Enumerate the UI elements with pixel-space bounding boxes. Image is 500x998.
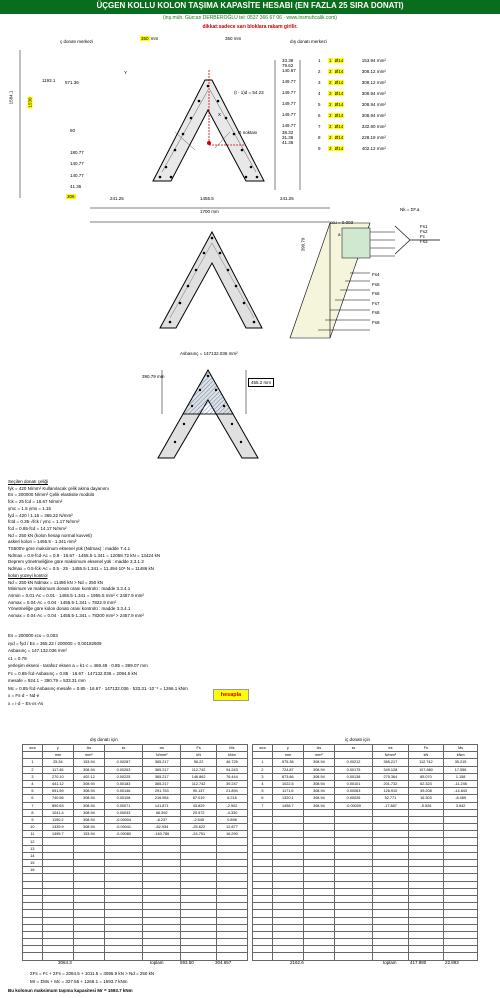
rebar-row: 4 2 Ø14 308.94 mm² bbox=[318, 91, 386, 96]
dim-top-left[interactable]: 350 bbox=[141, 36, 149, 41]
inner-dim-3: 180.77 bbox=[70, 150, 84, 155]
table-row: 6 740.56 308.94 0.00108 216.954 67.019 6.218 bbox=[23, 795, 248, 802]
calc-block bbox=[8, 479, 308, 620]
summary-line: x = Fs·d − Nd·e bbox=[8, 693, 40, 698]
right-total-label: toplam bbox=[383, 960, 397, 965]
outer-rebar-table bbox=[22, 744, 248, 961]
x-axis-label: X bbox=[218, 112, 222, 117]
calc-line: fctd = 0.35·√fck / γmc = 1.17 N/mm² bbox=[8, 519, 80, 525]
calc-line: fyd = 420 / 1.15 = 365.22 N/mm² bbox=[8, 512, 73, 518]
inner-dim-4: 140.77 bbox=[70, 161, 84, 166]
summary-block bbox=[8, 632, 308, 707]
table-row: 16 bbox=[23, 867, 248, 874]
table-row bbox=[253, 845, 478, 852]
summary-line: c1 = 0.79 bbox=[8, 655, 27, 661]
table-row bbox=[23, 895, 248, 902]
rebar-diameter-input[interactable]: Ø14 bbox=[334, 124, 344, 129]
table-header-row: sıra y As εs σs Fs Ms bbox=[23, 745, 248, 752]
calc-line: askeri kolon = 1455.5 · 1.341 mm² bbox=[8, 539, 77, 545]
rebar-diameter-input[interactable]: Ø14 bbox=[334, 91, 344, 96]
summary-line: mesafe = 924.1 − 390.79 = 533.31 mm bbox=[8, 678, 86, 683]
neutral-axis-depth: 390.79 bbox=[300, 237, 306, 252]
calc-line: γmc = 1.5 γms = 1.15 bbox=[8, 505, 52, 511]
rebar-count-input[interactable]: 1 bbox=[329, 58, 332, 63]
rebar-count-input[interactable]: 2 bbox=[329, 146, 332, 151]
outer-rebar-center-label: dış donatı merkezi bbox=[290, 39, 327, 44]
rebar-area: 308.12 bbox=[361, 69, 376, 74]
table-row: 4 441.12 308.94 0.00183 365.217 112.742 39.247 bbox=[23, 780, 248, 787]
calc-line: Asmax = 0.04·Ac = 0.04 · 1455.5·1.341 = 7822.9 mm² bbox=[8, 599, 116, 605]
table-row: 13 bbox=[23, 845, 248, 852]
calc-line: fck = 25 fcd = 16.67 N/mm² bbox=[8, 499, 63, 505]
table-row bbox=[253, 824, 478, 831]
rebar-count-input[interactable]: 2 bbox=[329, 69, 332, 74]
table-header-row: sıra y As εs σs Fs Ms bbox=[253, 745, 478, 752]
rebar-row: 9 2 Ø14 402.12 mm² bbox=[318, 146, 386, 151]
summary-line: εyd = fyd / Es = 365.22 / 200000 = 0.00182609 bbox=[8, 640, 102, 646]
table-row: 3 873.86 308.94 0.00138 275.364 85.070 1.158 bbox=[253, 773, 478, 780]
rebar-area: 332.80 bbox=[361, 124, 376, 129]
table-row bbox=[253, 931, 478, 938]
table-row bbox=[253, 939, 478, 946]
rebar-diameter-input[interactable]: Ø14 bbox=[334, 102, 344, 107]
table-row bbox=[23, 917, 248, 924]
calc-line: Nd = 250 kN Ndmax = 11486 kN > Nd = 250 kN bbox=[8, 579, 103, 585]
table-units-row: mm mm² N/mm² kN kNm bbox=[23, 752, 248, 759]
rebar-row: 5 2 Ø14 308.94 mm² bbox=[318, 102, 386, 107]
force-labels-lower: Fs4 Fs5 Fs6 Fs7 Fs8 Fs9 bbox=[372, 272, 380, 325]
dim-top-right: 350 bbox=[225, 36, 233, 41]
table-units-row: mm mm² N/mm² kN kNm bbox=[253, 752, 478, 759]
table-row: 14 bbox=[23, 852, 248, 859]
calc-line: Yönetmeliğe göre kolon donatı oranı kontrolü : madde 3.3.4.1 bbox=[8, 606, 131, 612]
table-row: 12 bbox=[23, 838, 248, 845]
table-row bbox=[253, 917, 478, 924]
center-point-label: G noktası bbox=[238, 130, 258, 135]
table-row: 7 1458.7 308.94 -0.00009 -17.887 -5.526 3.542 bbox=[253, 802, 478, 809]
right-total-area: 2162.6 bbox=[290, 960, 304, 965]
result-force: ΣFs = Fc + ΣFs = 2084.5 + 1011.5 = 3095.9 kN > Nd = 250 kN bbox=[30, 971, 155, 976]
rebar-list bbox=[318, 58, 496, 157]
calc-line: Ndmax = 0.9·fcd·Ac = 0.9 · 16.67 · 1455.5·1.341 = 12058.72 kN = 13424 kN bbox=[8, 552, 161, 558]
table-row bbox=[253, 838, 478, 845]
force-labels: Fs1 Fs2 Fc Fs3 bbox=[420, 224, 428, 244]
table-row: 11 1495.7 153.94 -0.00080 -160.786 -24.751 16.290 bbox=[23, 831, 248, 838]
calc-line: fyk = 420 N/mm² Kullanılacak çelik akma dayanımı bbox=[8, 485, 109, 491]
rebar-count-input[interactable]: 2 bbox=[329, 80, 332, 85]
table-row: 8 1041.4 308.94 0.00033 66.592 20.572 -4.330 bbox=[23, 809, 248, 816]
a-label: a bbox=[338, 232, 341, 237]
calc-line: Minimum ve maksimum donatı oranı kontrolü : madde 3.3.4.1 bbox=[8, 586, 131, 592]
warning-note: dikkat:sadece sarı bloklara rakam girilir. bbox=[202, 24, 298, 30]
table-row bbox=[23, 931, 248, 938]
calc-line: Es = 200000 N/mm² Çelik elastisite modülü bbox=[8, 492, 95, 498]
table-row bbox=[23, 939, 248, 946]
rebar-diameter-input[interactable]: Ø14 bbox=[334, 113, 344, 118]
inner-dim-1: 571.36 bbox=[65, 80, 79, 85]
rebar-count-input[interactable]: 2 bbox=[329, 91, 332, 96]
table-row: 5 1171.6 308.94 0.00063 126.910 39.208 -14.843 bbox=[253, 788, 478, 795]
rebar-area: 308.94 bbox=[361, 102, 376, 107]
rebar-area: 153.94 bbox=[361, 58, 376, 63]
summary-line: Es = 200000 εcu = 0.003 bbox=[8, 633, 58, 638]
table-row: 6 1320.1 308.94 0.00026 52.771 16.303 -8.489 bbox=[253, 795, 478, 802]
table-row bbox=[253, 852, 478, 859]
summary-line: Mc = 0.85·fcd·Asbasınç·mesafe = 0.85 · 16.67 · 147132.036 · 533.31 ·10⁻⁶ = 1266.1 kNm bbox=[8, 685, 188, 691]
summary-line: yerleşim ekseni - tarafsız eksen a = k1·c = 469.49 · 0.85 = 399.07 mm bbox=[8, 663, 148, 668]
summary-line: Fc = 0.85·fcd·Asbasınç = 0.85 · 16.67 · 147132.036 = 2084.5 kN bbox=[8, 670, 137, 676]
left-total-area: 3064.3 bbox=[58, 960, 72, 965]
rebar-count-input[interactable]: 2 bbox=[329, 102, 332, 107]
centroid-marker bbox=[207, 141, 211, 145]
table-row bbox=[253, 860, 478, 867]
calc-line: Seçilen donatı çeliği bbox=[8, 479, 49, 484]
calc-line: Asmax = 0.04·Ac = 0.04 · 1455.5·1.341 = 78200 mm² > 2457.9 mm² bbox=[8, 613, 144, 619]
inner-dim-5: 140.77 bbox=[70, 173, 84, 178]
table-row bbox=[253, 809, 478, 816]
rebar-area: 308.94 bbox=[361, 113, 376, 118]
table-row bbox=[253, 924, 478, 931]
rebar-diameter-input[interactable]: Ø14 bbox=[334, 58, 344, 63]
table-row: 7 890.63 308.94 0.00071 141.871 43.829 -2.502 bbox=[23, 802, 248, 809]
nk-label: Nk = ΣF.a bbox=[400, 207, 420, 212]
table-row: 3 270.10 402.12 0.00225 365.217 146.862 76.444 bbox=[23, 773, 248, 780]
table-row: 2 117.46 308.94 0.00263 365.217 112.742 94.243 bbox=[23, 766, 248, 773]
rebar-row: 1 1 Ø14 153.94 mm² bbox=[318, 58, 386, 63]
calc-line: Deprem yönetmeliğine göre maksimum eksenel yük : madde 3.3.1.2 bbox=[8, 559, 144, 565]
rebar-count-input[interactable]: 2 bbox=[329, 113, 332, 118]
right-total-ms: 22.893 bbox=[445, 960, 459, 965]
left-total-label: toplam bbox=[150, 960, 164, 965]
table-row bbox=[253, 874, 478, 881]
inner-dim-input[interactable]: 306 bbox=[67, 194, 75, 199]
table-row bbox=[253, 867, 478, 874]
table-row bbox=[23, 953, 248, 960]
table-row bbox=[23, 903, 248, 910]
table-row: 15 bbox=[23, 860, 248, 867]
author-line: (inş.müh. Gürcan DERBEROĞLU tel: 0537 366 67 06 · www.insmuhcalik.com) bbox=[163, 15, 337, 21]
table-row bbox=[23, 924, 248, 931]
left-table-title: dış donatı için bbox=[90, 737, 118, 742]
rebar-area: 228.19 bbox=[361, 135, 376, 140]
table-row: 9 1190.2 308.94 -0.00004 -8.237 -2.545 0.898 bbox=[23, 816, 248, 823]
table-row bbox=[253, 910, 478, 917]
calculate-button[interactable]: hesapla bbox=[213, 689, 249, 701]
y-axis-label: Y bbox=[124, 70, 128, 75]
right-total-fs: 417.980 bbox=[410, 960, 427, 965]
calc-line: kolon yüzeyi kontrol bbox=[8, 572, 48, 578]
page-title: ÜÇGEN KOLLU KOLON TAŞIMA KAPASİTE HESABI (EN FAZLA 25 SIRA DONATI) bbox=[96, 1, 404, 10]
table-row: 10 1339.9 308.94 -0.00041 -82.934 -25.622 12.877 bbox=[23, 824, 248, 831]
rebar-area: 308.94 bbox=[361, 91, 376, 96]
table-row bbox=[23, 888, 248, 895]
table-row bbox=[253, 895, 478, 902]
inner-offset-label: (t - 1)d = 54.23 bbox=[234, 90, 264, 95]
left-dim-input[interactable]: 1530 bbox=[27, 97, 33, 108]
table-row: 2 724.87 308.94 0.00175 349.128 107.860 17.556 bbox=[253, 766, 478, 773]
left-total-dim: 1584.1 bbox=[8, 90, 14, 105]
rebar-area: 402.12 bbox=[361, 146, 376, 151]
rebar-diameter-input[interactable]: Ø14 bbox=[334, 69, 344, 74]
table-row bbox=[253, 953, 478, 960]
table-row bbox=[23, 946, 248, 953]
rebar-count-input[interactable]: 2 bbox=[329, 135, 332, 140]
inner-rebar-table bbox=[252, 744, 478, 961]
table-row bbox=[253, 903, 478, 910]
rebar-row: 2 2 Ø14 308.12 mm² bbox=[318, 69, 386, 74]
summary-line: x = i·d − Es·εs·As bbox=[8, 700, 44, 706]
rebar-row: 7 2 Ø14 332.80 mm² bbox=[318, 124, 386, 129]
table-row bbox=[23, 910, 248, 917]
left-total-fs: 593.50 bbox=[180, 960, 194, 965]
rebar-diameter-input[interactable]: Ø14 bbox=[334, 146, 344, 151]
ecu-label: εcu = 0.003 bbox=[330, 220, 354, 225]
table-row bbox=[253, 831, 478, 838]
left-dim-3: 1193.1 bbox=[42, 78, 56, 83]
table-row bbox=[253, 881, 478, 888]
compression-dim-left: 390.79 bbox=[142, 374, 156, 379]
table-row: 5 591.59 308.94 0.00146 291.753 90.137 21.894 bbox=[23, 788, 248, 795]
right-table-title: iç donatı için bbox=[345, 737, 371, 742]
right-dims-column: 33.39 79.62 140.67 149.77 149.77 149.77 149.77 149.77 38.32 31.36 41.36 bbox=[282, 58, 296, 145]
table-row bbox=[23, 874, 248, 881]
rebar-row: 6 2 Ø14 308.94 mm² bbox=[318, 113, 386, 118]
calc-line: Ndmax = 0.5·fck·Ac = 0.5 · 25 · 1455.5·1.341 = 11.494·10⁶ N = 11486 kN bbox=[8, 566, 155, 572]
calc-line: TS500'e göre maksimum eksenel yük (Ndmax) : madde 7.4.1 bbox=[8, 546, 131, 552]
table-row bbox=[253, 946, 478, 953]
rebar-area: 308.12 bbox=[361, 80, 376, 85]
bottom-dim-left: 241.25 bbox=[110, 196, 124, 201]
result-moment: Mr = ΣMs + Mc = 327.55 + 1266.1 = 1593.7 kNm bbox=[30, 979, 128, 984]
left-total-ms: 304.657 bbox=[215, 960, 232, 965]
bottom-dim-mid: 1455.5 bbox=[200, 196, 214, 201]
rebar-row: 3 2 Ø14 308.12 mm² bbox=[318, 80, 386, 85]
table-row: 4 1022.5 308.94 0.00101 201.732 62.323 -11.246 bbox=[253, 780, 478, 787]
table-row bbox=[253, 888, 478, 895]
table-row: 1 25.34 153.94 0.00287 365.217 56.22 46.725 bbox=[23, 759, 248, 766]
table-row bbox=[253, 816, 478, 823]
table-row bbox=[23, 881, 248, 888]
rebar-row: 8 2 Ø14 228.19 mm² bbox=[318, 135, 386, 140]
total-width: 1700 bbox=[200, 209, 211, 214]
compression-area-label: Asbasınç = 147132.036 mm² bbox=[180, 351, 238, 356]
calc-line: Nd = 250 kN (kolon hesap normal kuvveti) bbox=[8, 532, 92, 538]
bottom-dim-right: 241.25 bbox=[280, 196, 294, 201]
rebar-diameter-input[interactable]: Ø14 bbox=[334, 80, 344, 85]
rebar-diameter-input[interactable]: Ø14 bbox=[334, 135, 344, 140]
inner-rebar-center-label: ç donatı merkezi bbox=[60, 39, 94, 44]
rebar-count-input[interactable]: 2 bbox=[329, 124, 332, 129]
summary-line: Asbasınç = 147.132.036 mm² bbox=[8, 648, 67, 653]
calc-line: fcd = 0.85·fcd = 14.17 N/mm² bbox=[8, 525, 67, 531]
calc-line: Asmin = 0.01·Ac = 0.01 · 1455.5·1.341 = 1955.5 mm² < 2457.9 mm² bbox=[8, 592, 144, 598]
compression-dim-right: 455.2 bbox=[251, 380, 263, 385]
table-row: 1 575.36 308.94 0.00212 365.217 112.742 35.215 bbox=[253, 759, 478, 766]
inner-dim-6: 41.36 bbox=[70, 184, 82, 189]
result-capacity: Bu kolonun maksimum taşıma kapasitesi Mr = 1593.7 kNm bbox=[8, 988, 133, 993]
inner-dim-2: 60 bbox=[70, 128, 76, 133]
